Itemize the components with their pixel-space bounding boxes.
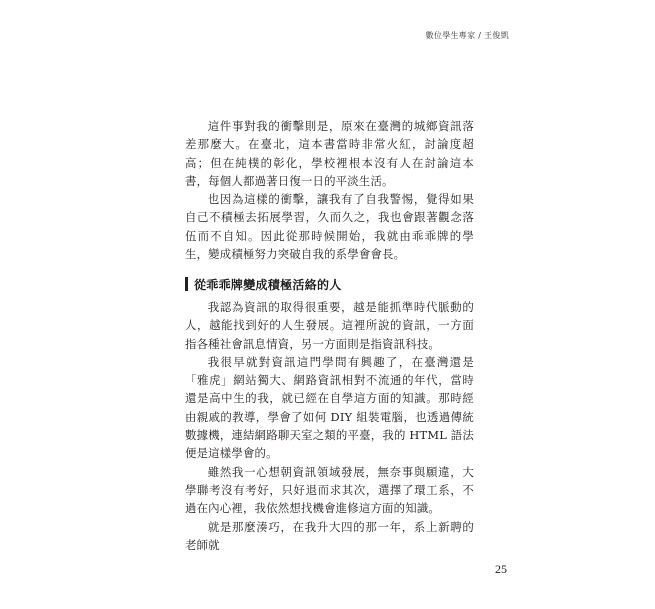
section-heading-text: 從乖乖牌變成積極活絡的人 xyxy=(194,277,342,292)
section-heading xyxy=(185,276,342,292)
section-one-body xyxy=(185,117,474,263)
page-number: 25 xyxy=(495,562,507,576)
paragraph: 也因為這樣的衝擊，讓我有了自我警惕，覺得如果自己不積極去拓展學習，久而久之，我也會跟著觀念落伍而不自知。因此從那時候開始，我就由乖乖牌的學生，變成積極努力突破自我的系學會會長。 xyxy=(185,192,474,262)
paragraph: 我很早就對資訊這門學問有興趣了，在臺灣還是「雅虎」網站獨大、網路資訊相對不流通的年代，當時還是高中生的我，就已經在自學這方面的知識。那時經由親戚的教導，學會了如何 DIY 組裝電腦，也透過傳統數據機，連結網路聊天室之類的平臺，我的 HTML 語法便是這樣學會的。 xyxy=(185,354,474,461)
section-two-body xyxy=(185,298,474,554)
paragraph: 雖然我一心想朝資訊領域發展，無奈事與願違，大學聯考沒有考好，只好退而求其次，選擇了環工系，不過在內心裡，我依然想找機會進修這方面的知識。 xyxy=(185,464,474,516)
paragraph: 我認為資訊的取得很重要，越是能抓準時代脈動的人，越能找到好的人生發展。這裡所說的資訊，一方面指各種社會訊息情資，另一方面則是指資訊科技。 xyxy=(185,300,474,351)
running-header: 數位學生專家 / 王俊凱 xyxy=(425,31,509,40)
paragraph: 就是那麼湊巧，在我升大四的那一年，系上新聘的老師就 xyxy=(185,519,474,552)
paragraph: 這件事對我的衝擊則是，原來在臺灣的城鄉資訊落差那麼大。在臺北，這本書當時非常火紅，討論度超高；但在純樸的彰化，學校裡根本沒有人在討論這本書，每個人都過著日復一日的平淡生活。 xyxy=(185,119,474,188)
heading-bar-decoration xyxy=(185,277,188,291)
